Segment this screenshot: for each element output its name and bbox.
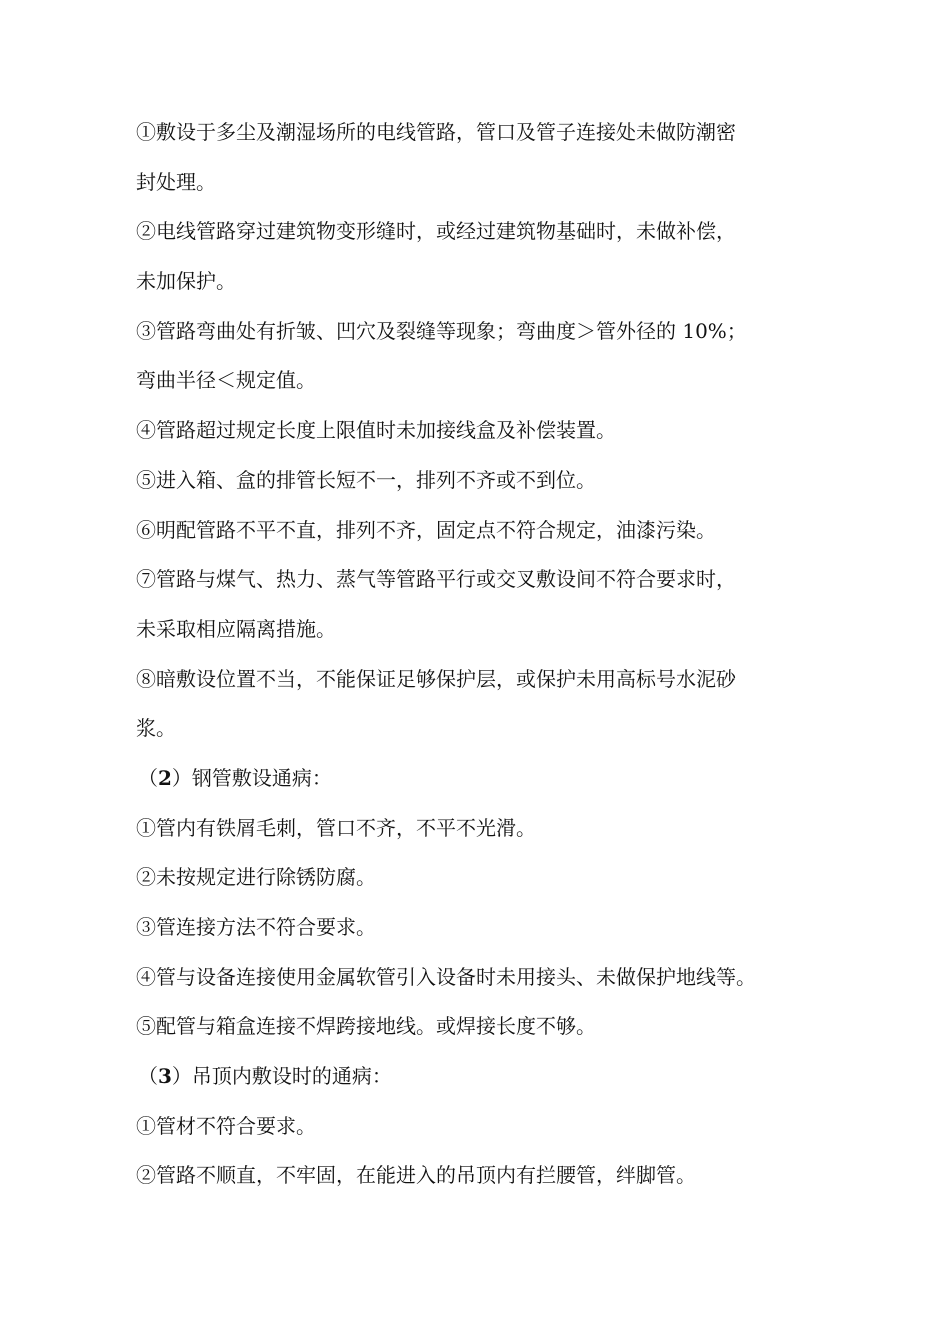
- paragraph-line: 封处理。: [136, 169, 216, 194]
- paragraph-line: ④管路超过规定长度上限值时未加接线盒及补偿装置。: [136, 418, 616, 443]
- paragraph-line: ⑤进入箱、盒的排管长短不一，排列不齐或不到位。: [136, 467, 596, 492]
- paragraph-line: ①敷设于多尘及潮湿场所的电线管路，管口及管子连接处未做防潮密: [136, 120, 736, 144]
- list-item: ①管内有铁屑毛刺，管口不齐，不平不光滑。: [136, 815, 536, 840]
- list-item: ④管与设备连接使用金属软管引入设备时未用接头、未做保护地线等。: [136, 964, 756, 989]
- heading-title: ）钢管敷设通病：: [171, 765, 332, 790]
- heading-number: 2: [158, 765, 172, 790]
- paragraph-line: ⑥明配管路不平不直，排列不齐，固定点不符合规定，油漆污染。: [136, 517, 716, 542]
- heading-title: ）吊顶内敷设时的通病：: [171, 1064, 392, 1089]
- paragraph-line: ③管路弯曲处有折皱、凹穴及裂缝等现象；弯曲度＞管外径的 10%；: [136, 318, 747, 343]
- paragraph-line: 未采取相应隔离措施。: [136, 616, 336, 641]
- paragraph-line: 未加保护。: [136, 269, 236, 294]
- list-item: ②管路不顺直，不牢固，在能进入的吊顶内有拦腰管，绊脚管。: [136, 1163, 696, 1188]
- paragraph-line: ②电线管路穿过建筑物变形缝时，或经过建筑物基础时，未做补偿，: [136, 219, 736, 244]
- list-item: ③管连接方法不符合要求。: [136, 915, 376, 939]
- paragraph-line: ⑧暗敷设位置不当，不能保证足够保护层，或保护未用高标号水泥砂: [136, 666, 736, 691]
- heading-open-paren: （: [138, 1064, 158, 1089]
- document-body: [136, 108, 826, 1201]
- paragraph-line: 弯曲半径＜规定值。: [136, 368, 316, 393]
- paragraph-line: ⑦管路与煤气、热力、蒸气等管路平行或交叉敷设间不符合要求时，: [136, 567, 736, 592]
- paragraph-line: 浆。: [136, 716, 176, 741]
- section-heading-2: [136, 754, 826, 804]
- list-item: ⑤配管与箱盒连接不焊跨接地线。或焊接长度不够。: [136, 1014, 596, 1039]
- section-heading-3: [136, 1052, 826, 1102]
- list-item: ①管材不符合要求。: [136, 1113, 316, 1138]
- list-item: ②未按规定进行除锈防腐。: [136, 865, 376, 890]
- heading-number: 3: [158, 1064, 172, 1089]
- heading-open-paren: （: [138, 765, 158, 790]
